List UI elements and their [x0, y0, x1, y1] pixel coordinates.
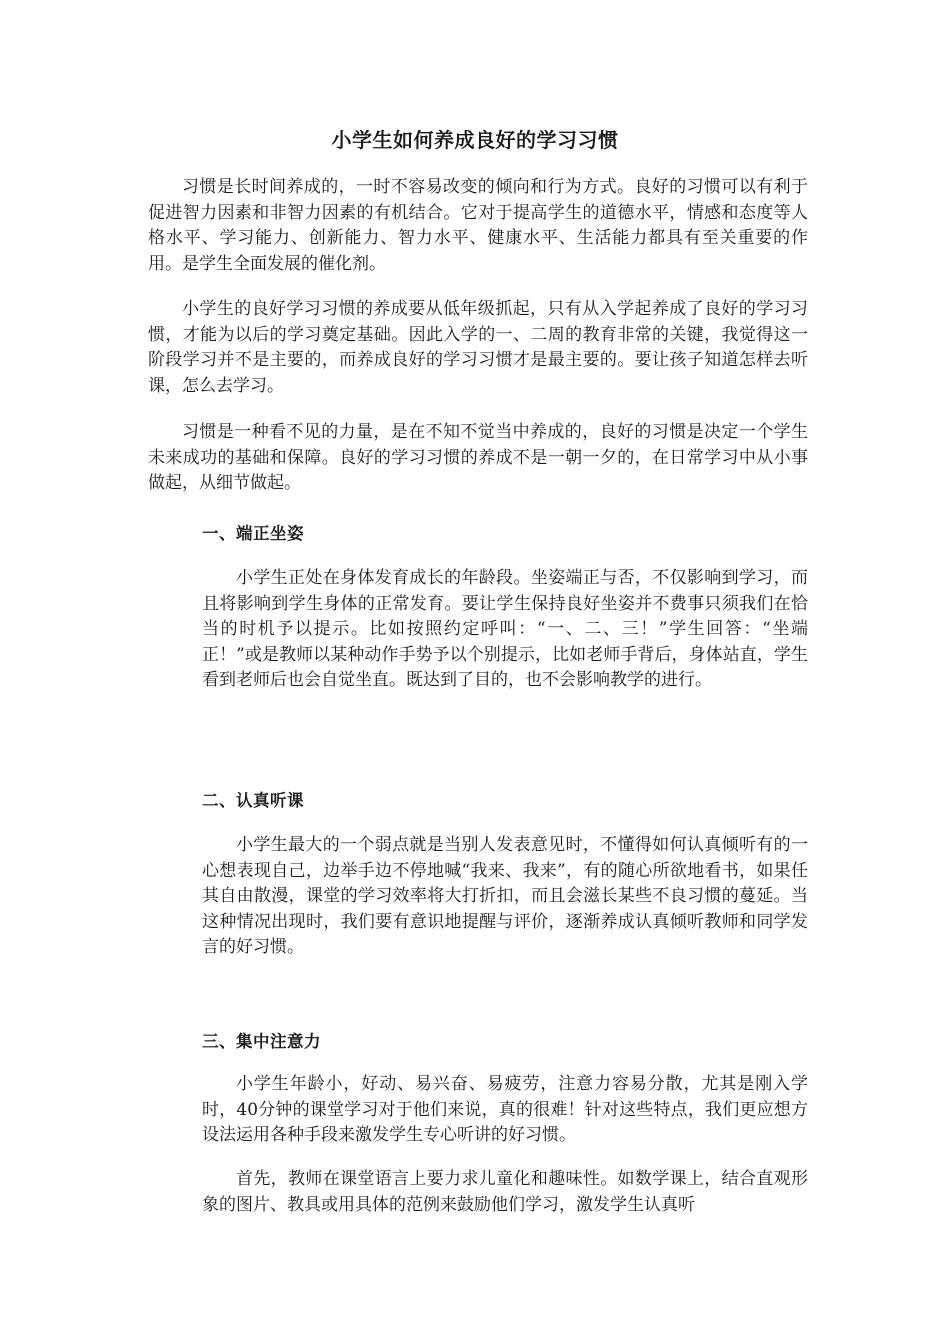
section-1-paragraph: 小学生正处在身体发育成长的年龄段。坐姿端正与否，不仅影响到学习，而且将影响到学生身体的正常发育。要让学生保持良好坐姿并不费事只须我们在恰当的时机予以提示。比如按照约定呼叫：“一、二、三！”学生回答：“坐端正！”或是教师以某种动作手势予以个别提示，比如老师手背后，身体站直，学生看到老师后也会自觉坐直。既达到了目的，也不会影响教学的进行。: [202, 568, 808, 690]
intro-paragraph-3: 习惯是一种看不见的力量，是在不知不觉当中养成的，良好的习惯是决定一个学生未来成功的基础和保障。良好的学习习惯的养成不是一朝一夕的，在日常学习中从小事做起，从细节做起。: [148, 422, 808, 493]
section-2-paragraph: 小学生最大的一个弱点就是当别人发表意见时，不懂得如何认真倾听有的一心想表现自己，边举手边不停地喊“我来、我来”，有的随心所欲地看书，如果任其自由散漫，课堂的学习效率将大打折扣，而且会滋长某些不良习惯的蔓延。当这种情况出现时，我们要有意识地提醒与评价，逐渐养成认真倾听教师和同学发言的好习惯。: [202, 835, 808, 957]
document-title: 小学生如何养成良好的学习习惯: [331, 128, 619, 152]
section-3-paragraph-2: 首先，教师在课堂语言上要力求儿童化和趣味性。如数学课上，结合直观形象的图片、教具或用具体的范例来鼓励他们学习，激发学生认真听: [202, 1169, 808, 1215]
section-heading-listening: 二、认真听课: [202, 791, 304, 810]
section-heading-sitting-posture: 一、端正坐姿: [202, 524, 304, 543]
section-heading-attention: 三、集中注意力: [202, 1032, 321, 1051]
section-3-paragraph-1: 小学生年龄小，好动、易兴奋、易疲劳，注意力容易分散，尤其是刚入学时，40分钟的课堂学习对于他们来说，真的很难！针对这些特点，我们更应想方设法运用各种手段来激发学生专心听讲的好习惯。: [202, 1074, 808, 1145]
intro-paragraph-1: 习惯是长时间养成的，一时不容易改变的倾向和行为方式。良好的习惯可以有利于促进智力因素和非智力因素的有机结合。它对于提高学生的道德水平，情感和态度等人格水平、学习能力、创新能力、智力水平、健康水平、生活能力都具有至关重要的作用。是学生全面发展的催化剂。: [148, 177, 808, 274]
intro-paragraph-2: 小学生的良好学习习惯的养成要从低年级抓起，只有从入学起养成了良好的学习习惯，才能为以后的学习奠定基础。因此入学的一、二周的教育非常的关键，我觉得这一阶段学习并不是主要的，而养成良好的学习习惯才是最主要的。要让孩子知道怎样去听课，怎么去学习。: [148, 299, 808, 396]
